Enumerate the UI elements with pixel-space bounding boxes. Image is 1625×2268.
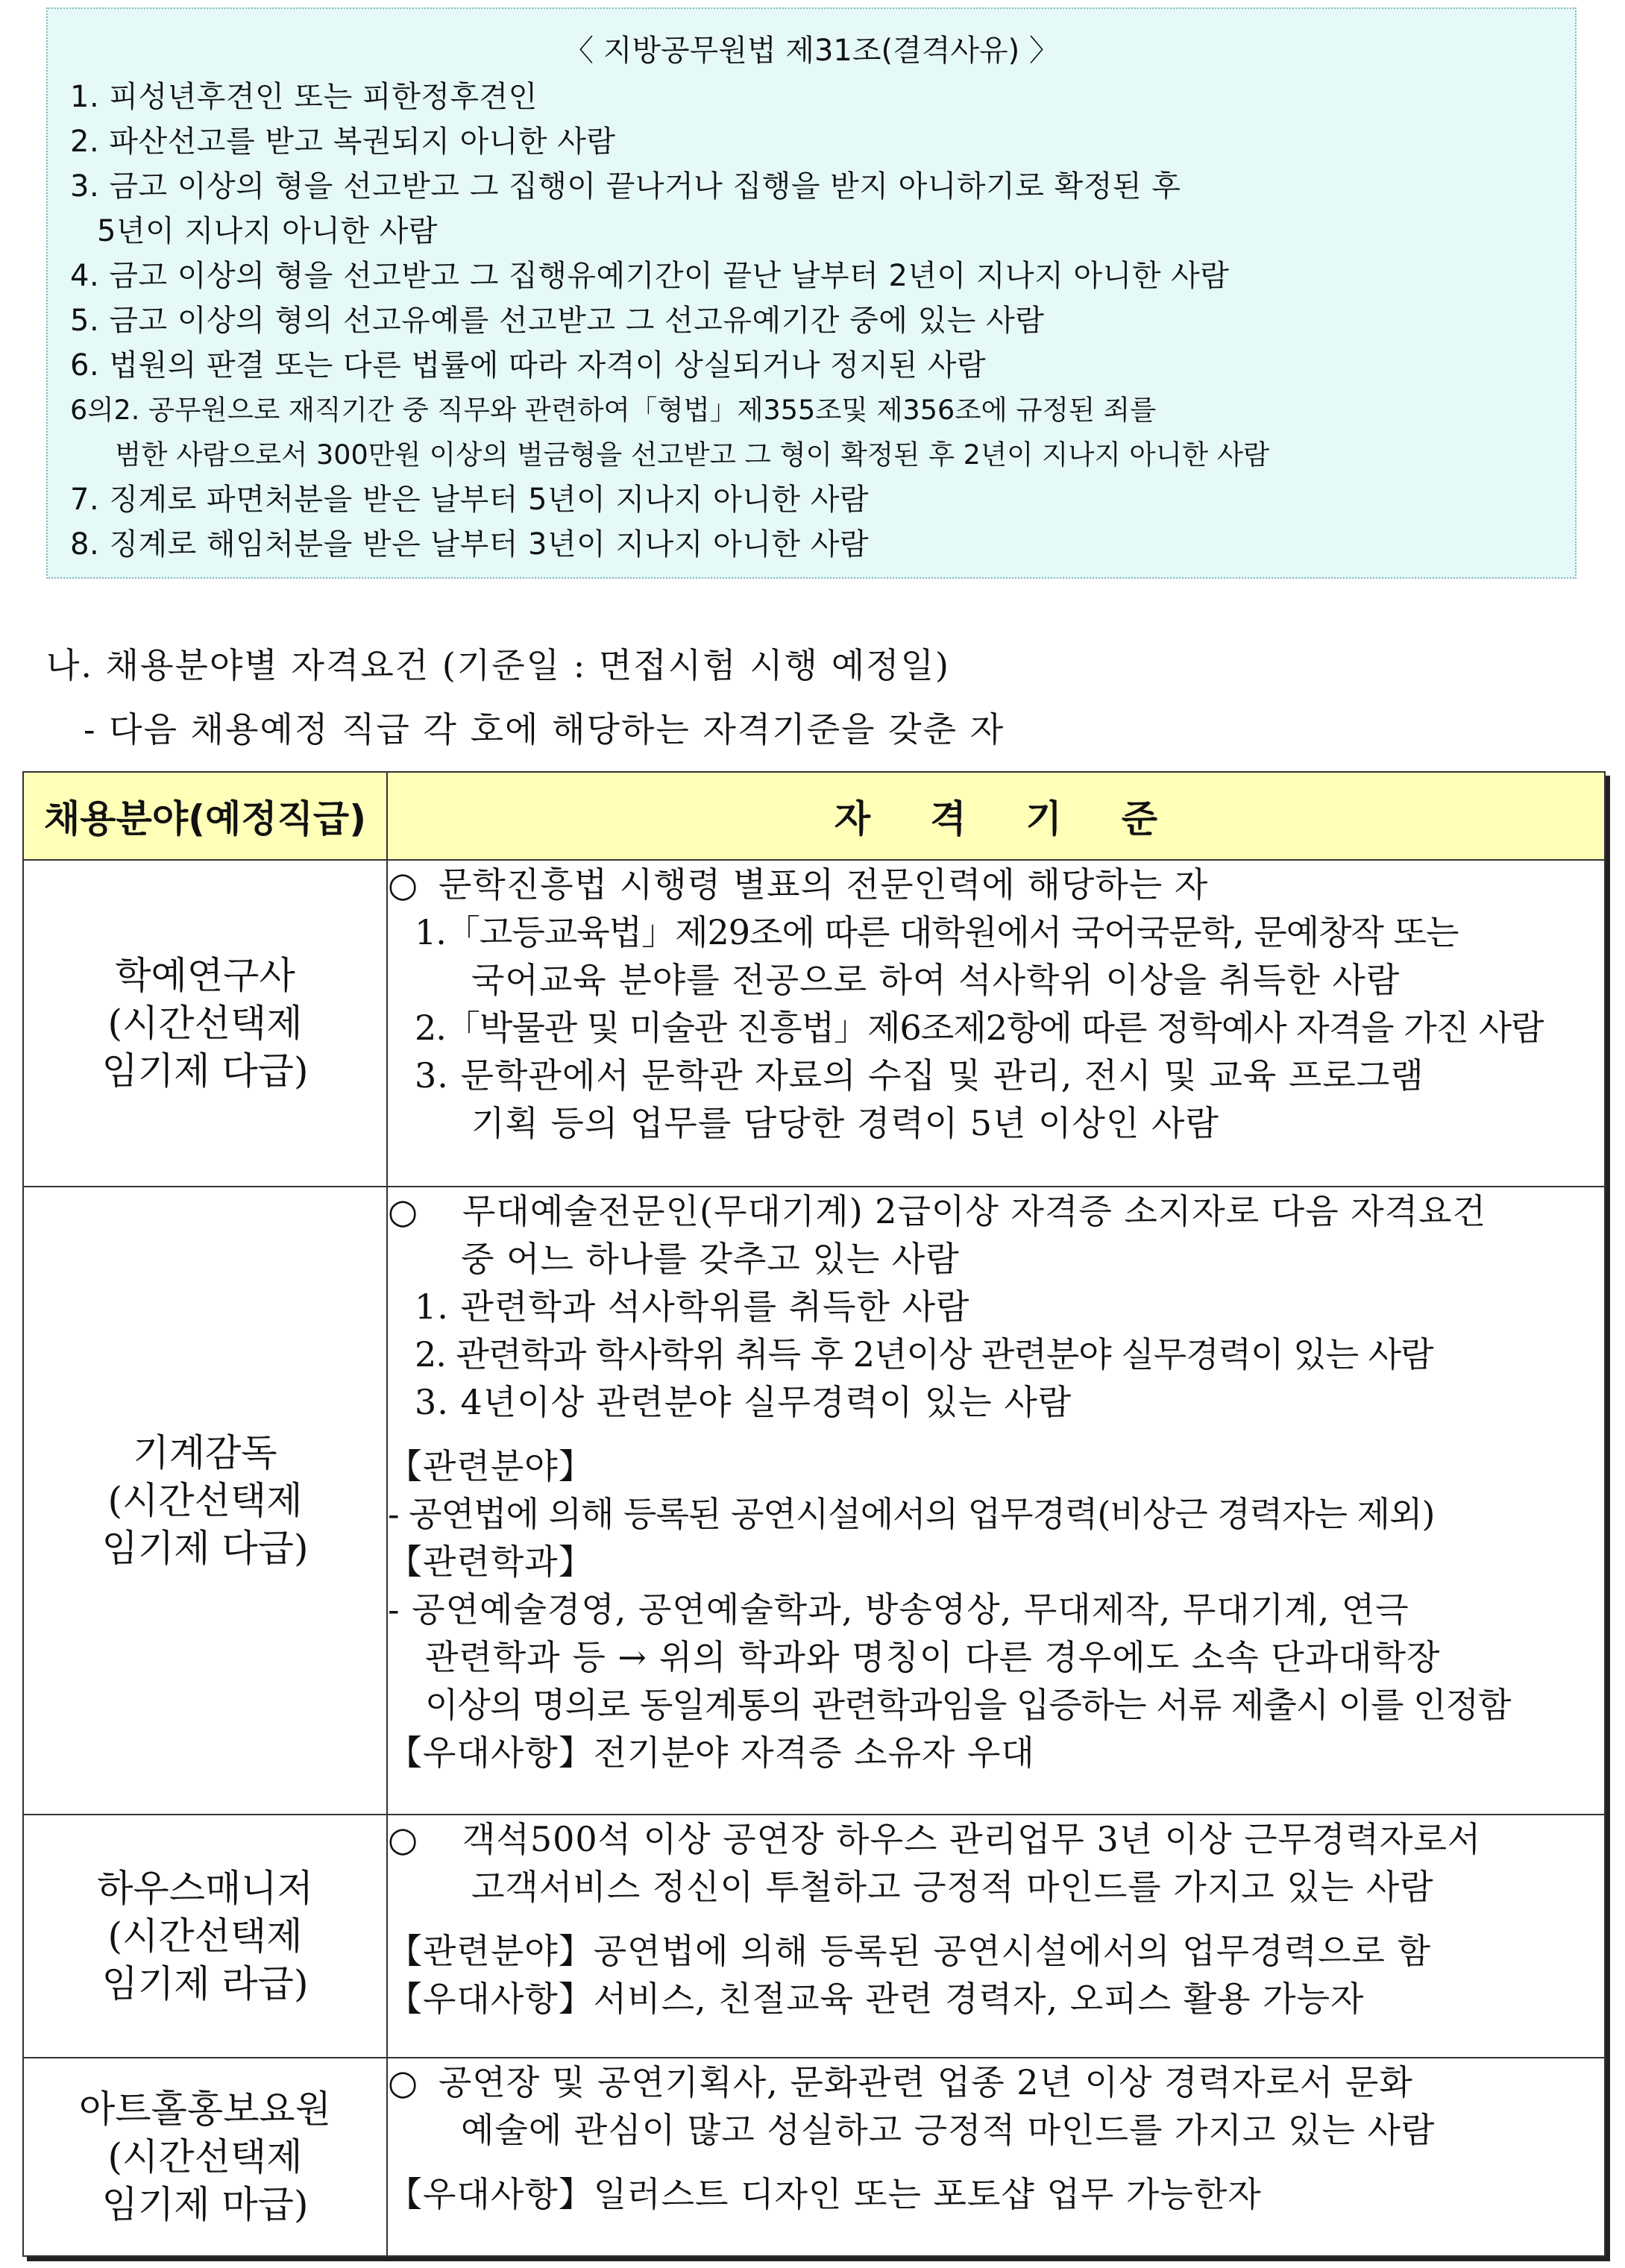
criteria-cell: ○ 객석500석 이상 공연장 하우스 관리업무 3년 이상 근무경력자로서 고객서비스 정신이 투철하고 긍정적 마인드를 가지고 있는 사람 【관련분야】공연법에 의해 등록된 공연시설에서의 업무경력으로 함 【우대사항】서비스, 친절교육 관련 경력자, 오피스 활용 가능자 — [387, 1815, 1605, 2058]
law-item: 1. 피성년후견인 또는 피한정후견인 — [70, 80, 538, 114]
table-header-row — [23, 772, 1605, 860]
criteria-cell: ○ 공연장 및 공연기획사, 문화관련 업종 2년 이상 경력자로서 문화 예술에 관심이 많고 성실하고 긍정적 마인드를 가지고 있는 사람 【우대사항】일러스트 디자인 또는 포토샵 업무 가능한자 — [387, 2058, 1605, 2256]
table-row — [23, 2058, 1605, 2256]
law-item-continued: 범한 사람으로서 300만원 이상의 벌금형을 선고받고 그 형이 확정된 후 2년이 지나지 아니한 사람 — [115, 439, 1270, 471]
law-item: 4. 금고 이상의 형을 선고받고 그 집행유예기간이 끝난 날부터 2년이 지나지 아니한 사람 — [70, 259, 1230, 293]
law-item-continued: 5년이 지나지 아니한 사람 — [97, 214, 438, 248]
table-row — [23, 1815, 1605, 2058]
law-item: 5. 금고 이상의 형의 선고유예를 선고받고 그 선고유예기간 중에 있는 사람 — [70, 304, 1045, 338]
criteria-cell: ○ 무대예술전문인(무대기계) 2급이상 자격증 소지자로 다음 자격요건 중 어느 하나를 갖추고 있는 사람 1. 관련학과 석사학위를 취득한 사람 2. 관련학과 학사학위 취득 후 2년이상 관련분야 실무경력이 있는 사람 3. 4년이상 관련분야 실무경력이 있는 사람 【관련분야】 - 공연법에 의해 등록된 공연시설에서의 업무경력(비상근 경력자는 제외) 【관련학과】 - 공연예술경영, 공연예술학과, 방송영상, 무대제작, 무대기계, 연극 관련학과 등 → 위의 학과와 명칭이 다른 경우에도 소속 단과대학장 이상의 명의로 동일계통의 관련학과임을 입증하는 서류 제출시 이를 인정함 【우대사항】전기분야 자격증 소유자 우대 — [387, 1187, 1605, 1815]
section-heading: 나. 채용분야별 자격요건 (기준일 : 면접시험 시행 예정일) — [46, 645, 950, 685]
circle-bullet-icon: ○ — [388, 2062, 419, 2102]
law-item: 7. 징계로 파면처분을 받은 날부터 5년이 지나지 아니한 사람 — [70, 483, 870, 517]
table-row — [23, 1187, 1605, 1815]
job-category: 학예연구사 (시간선택제 임기제 다급) — [23, 860, 387, 1187]
criteria-cell: ○ 문학진흥법 시행령 별표의 전문인력에 해당하는 자 1.「고등교육법」제29조에 따른 대학원에서 국어국문학, 문예창작 또는 국어교육 분야를 전공으로 하여 석사학위 이상을 취득한 사람 2.「박물관 및 미술관 진흥법」제6조제2항에 따른 정학예사 자격을 가진 사람 3. 문학관에서 문학관 자료의 수집 및 관리, 전시 및 교육 프로그램 기획 등의 업무를 담당한 경력이 5년 이상인 사람 — [387, 860, 1605, 1187]
section-subheading: - 다음 채용예정 직급 각 호에 해당하는 자격기준을 갖춘 자 — [84, 709, 1005, 750]
header-category: 채용분야(예정직급) — [23, 772, 387, 860]
qualification-table — [22, 771, 1606, 2257]
circle-bullet-icon: ○ — [388, 1819, 419, 1859]
circle-bullet-icon: ○ — [388, 864, 419, 905]
law-item: 2. 파산선고를 받고 복권되지 아니한 사람 — [70, 125, 616, 159]
law-title: 〈 지방공무원법 제31조(결격사유) 〉 — [564, 34, 1059, 68]
law-item: 6의2. 공무원으로 재직기간 중 직무와 관련하여「형법」제355조및 제356조에 규정된 죄를 — [70, 394, 1157, 426]
table-row — [23, 860, 1605, 1187]
law-item: 6. 법원의 판결 또는 다른 법률에 따라 자격이 상실되거나 정지된 사람 — [70, 348, 987, 383]
law-item: 3. 금고 이상의 형을 선고받고 그 집행이 끝나거나 집행을 받지 아니하기로 확정된 후 — [70, 169, 1181, 204]
job-category: 아트홀홍보요원 (시간선택제 임기제 마급) — [23, 2058, 387, 2256]
circle-bullet-icon: ○ — [388, 1191, 419, 1231]
job-category: 기계감독 (시간선택제 임기제 다급) — [23, 1187, 387, 1815]
law-item: 8. 징계로 해임처분을 받은 날부터 3년이 지나지 아니한 사람 — [70, 527, 870, 562]
header-criteria: 자격기준 — [387, 772, 1605, 860]
law-box — [46, 7, 1577, 579]
job-category: 하우스매니저 (시간선택제 임기제 라급) — [23, 1815, 387, 2058]
